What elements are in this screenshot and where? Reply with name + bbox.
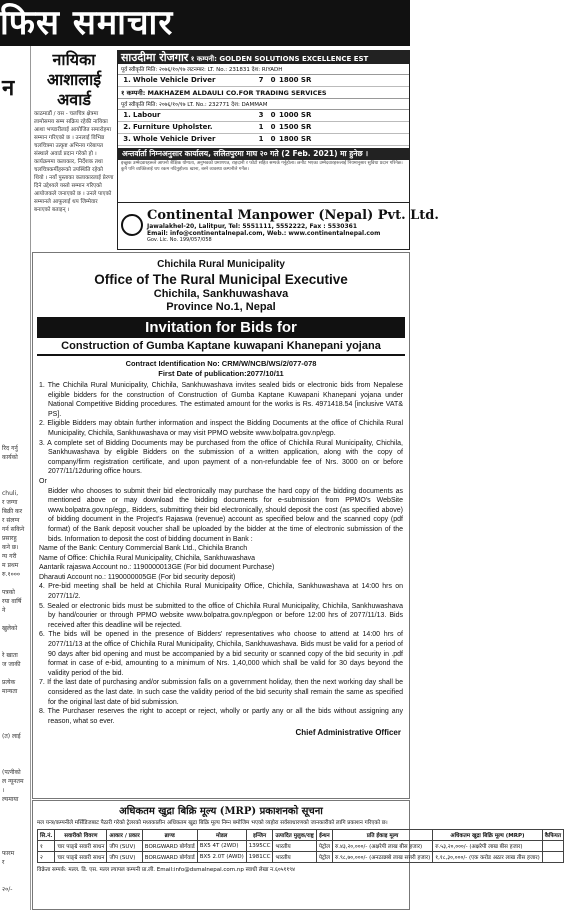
left-column-line: [0, 219, 30, 228]
mrp-cell: २: [38, 852, 55, 863]
mrp-cell: [542, 852, 563, 863]
company2-name: १ कम्पनी: MAKHAZEM ALDAULI CO.FOR TRADING SERVICES: [118, 87, 409, 99]
left-column-line: प्रसारहु: [2, 535, 17, 542]
left-column-line: [0, 264, 30, 273]
job-row: [118, 122, 409, 134]
job-m: 1: [258, 123, 264, 131]
mrp-header-cell: प्रति ईकाइ मूल्य: [332, 830, 432, 841]
mrp-header-cell: कैफियत: [542, 830, 563, 841]
company2-rows: [118, 110, 409, 146]
left-column-line: रिद गर्नु: [2, 445, 18, 452]
left-column-line: [0, 381, 30, 390]
left-column-line: [0, 876, 30, 885]
mrp-table-row: [38, 841, 564, 852]
left-column-line: [0, 273, 30, 282]
tender-place-1: Chichila, Sankhuwashava: [153, 288, 289, 300]
tender-para-3b: Bidder who chooses to submit their bid electronically may purchase the hard copy of the bidding documents as mentioned above or may download the bidding documents for e-submission from PPMO's WebSite www.bolpatra.gov.np/egp,. Bidders, submitting their bid electronically, should deposit the cost (as specified above) of bidding document in the Project's Rajaswa (revenue) account as specified below and the scanned copy (pdf format) of the Bank deposit voucher shall be uploaded by the bidder at the time of electronic submission of the bids. Information to deposit the cost of bidding document in Bank :: [48, 487, 403, 543]
left-column-line: [0, 813, 30, 822]
left-column-line: [0, 840, 30, 849]
mrp-header-cell: सि.नं.: [38, 830, 55, 841]
mrp-cell: जीप (SUV): [107, 852, 142, 863]
jobs-ad: [117, 50, 439, 250]
job-f: 0: [270, 111, 276, 119]
left-column-line: (पत्नीको: [2, 769, 21, 776]
left-big-letter: न: [2, 75, 15, 101]
left-column-line: [0, 462, 30, 471]
mrp-header-cell: ईन्धन: [316, 830, 332, 841]
jobs-ad-title: साउदीमा रोजगार: [121, 51, 189, 64]
left-column-fragment: [0, 46, 31, 910]
tender-or: Or: [39, 477, 47, 485]
left-column-line: ने: [2, 607, 6, 614]
left-column-line: रु.१०००: [2, 571, 20, 578]
left-column-line: [0, 741, 30, 750]
mrp-cell: रु.४३,२०,०००/- (अक्षरेपी लाख बीस हजार): [332, 841, 432, 852]
agency-email: Email: info@continentalnepal.com, Web.: www.continentalnepal.com: [147, 229, 381, 237]
mrp-cell: [542, 841, 563, 852]
tender-para-1: 1. The Chichila Rural Municipality, Chichila, Sankhuwashava invites sealed bids or electronic bids from Nepalese eligible bidders for the construction of Construction of Gumba Kaptane Kuwapani Khanepani yojana under National Competitive Bidding procedures. The estimated amount for the works is Rs. 4971418.54 [inclusive VAT& PS].: [39, 382, 403, 418]
tender-para-4: 4. Pre-bid meeting shall be held at Chichila Rural Municipality Office, Chichila, Sankhuwashava at 14:00 hrs on 2077/11/2.: [39, 583, 403, 601]
mrp-cell: पेट्रोल: [316, 841, 332, 852]
interview-banner: अन्तर्वार्ता निम्नअनुसार कार्यालय, ललितपुरमा माघ २० गते (2 Feb. 2021) मा हुनेछ ।: [118, 148, 409, 160]
mrp-header-cell: सवारीको विवरण: [55, 830, 107, 841]
left-column-line: [0, 147, 30, 156]
left-column-line: [0, 282, 30, 291]
job-m: 1: [258, 135, 264, 143]
left-column-line: [0, 669, 30, 678]
job-row: [118, 110, 409, 122]
left-column-line: [0, 867, 30, 876]
left-column-line: [0, 831, 30, 840]
agency-address: Jawalakhel-20, Lalitpur, Tel: 5551111, 5552222, Fax : 5530361: [147, 222, 357, 230]
left-column-line: [0, 750, 30, 759]
job-name: Whole Vehicle Driver: [133, 76, 216, 84]
left-column-line: [0, 138, 30, 147]
job-f: 0: [270, 76, 276, 84]
mrp-title: अधिकतम खुद्रा बिक्रि मूल्य (MRP) प्रकाशनको सूचना: [119, 806, 323, 817]
mrp-header-cell: ब्राण्ड: [142, 830, 197, 841]
mrp-header-cell: अधिकतम खुद्रा बिक्रि मूल्य (MRP): [433, 830, 543, 841]
mrp-cell: भारतीय: [273, 852, 316, 863]
tender-bank-office: Name of Office: Chichila Rural Municipality, Chichila, Sankhuwashava: [39, 554, 256, 562]
left-column-line: [0, 471, 30, 480]
mrp-cell: BX5 4T (2WD): [197, 841, 246, 852]
left-column-line: [0, 723, 30, 732]
left-column-line: [0, 804, 30, 813]
left-column-line: chuli,: [2, 490, 19, 497]
left-column-line: [0, 192, 30, 201]
left-column-line: कने छ।: [2, 544, 19, 551]
left-column-line: रे खाता: [2, 652, 18, 659]
left-column-line: ल्यमाया: [2, 796, 19, 803]
company1-meta: पूर्व स्वीकृति मिति: २०७६/१०/१७ लटनम्बर: LT. No.: 231831 देश: RIYADH: [118, 64, 409, 75]
left-column-line: [0, 165, 30, 174]
left-column-line: [0, 336, 30, 345]
job-name: Whole Vehicle Driver: [133, 135, 216, 143]
tender-bank-deposit-account: Dharauti Account no.: 1190000005GE (For bid security deposit): [39, 573, 236, 581]
mrp-cell: १: [38, 841, 55, 852]
left-column-line: [0, 255, 30, 264]
left-column-line: [0, 408, 30, 417]
left-column-line: [0, 399, 30, 408]
job-row: [118, 75, 409, 87]
left-column-line: गर्न सकिने: [2, 526, 25, 533]
article-heading: नायिका आशालाई अवार्ड: [46, 50, 102, 109]
article-text: काठमाडौं / वस - चलचित्र क्षेत्रमा लामोसमय सम्म सक्रिय रहेकी नायिका आशा भण्डारीलाई आयोजित समारोहमा सम्मान गरिएको छ । उनलाई विभिन्न चलचित्रमा उत्कृष्ट अभिनय गरेबापत संस्थाले अवार्ड प्रदान गरेको हो । कार्यक्रममा कलाकार, निर्देशक तथा चलचित्रकर्मीहरूको उपस्थिति रहेको थियो । नयाँ पुस्ताका कलाकारलाई प्रेरणा दिने उद्देश्यले यस्तो सम्मान गरिएको आयोजकले जनाएको छ । उनले पाएको सम्मानले आफूलाई थप जिम्मेवार बनाएको बताइन् ।: [34, 111, 114, 213]
left-column-line: [0, 246, 30, 255]
mrp-cell: चार पाङ्ग्रे सवारी साधन: [55, 852, 107, 863]
mrp-table: [37, 829, 564, 863]
left-column-line: [0, 318, 30, 327]
left-column-line: [0, 327, 30, 336]
mrp-header-cell: आकार / प्रकार: [107, 830, 142, 841]
left-column-line: मान्यता: [2, 688, 18, 695]
tender-signature: Chief Administrative Officer: [295, 728, 401, 738]
mrp-table-row: [38, 852, 564, 863]
mrp-cell: 1395CC: [246, 841, 273, 852]
left-column-line: बिक्री कर: [2, 508, 23, 515]
mrp-cell: रु.५३,२०,०००/- (अक्षरेपी लाख बीस हजार): [433, 841, 543, 852]
agency-name: Continental Manpower (Nepal) Pvt. Ltd.: [147, 207, 439, 223]
left-column-line: [0, 705, 30, 714]
left-column-line: फारम: [2, 850, 15, 857]
left-column-line: [0, 345, 30, 354]
left-column-line: [0, 309, 30, 318]
mrp-cell: जीप (SUV): [107, 841, 142, 852]
tender-bank-name: Name of the Bank: Century Commercial Bank Ltd., Chichila Branch: [39, 545, 248, 553]
left-column-line: [0, 435, 30, 444]
left-column-line: प्रत्येक: [2, 679, 16, 686]
left-column-line: ज जाकी: [2, 661, 21, 668]
left-column-line: [0, 102, 30, 111]
left-column-line: [0, 237, 30, 246]
tender-para-6: 6. The bids will be opened in the presence of Bidders' representatives who choose to attend at 14:00 hrs of 2077/11/13 at the office of Chichila Rural Municipality, Chichila, Sankhuwashava. Bids must be valid for a period of 90 days after bid opening and must be accompanied by a bid security or scanned copy of the bid security in .pdf format in case of e-bid, amounting to a minimum of Nrs. 1,40,000 which shall be valid for 30 days beyond the validity period of the bid.: [39, 631, 403, 677]
left-column-line: [0, 426, 30, 435]
tender-office: Office of The Rural Municipal Executive: [94, 272, 348, 287]
left-column-line: [0, 579, 30, 588]
left-column-lines: [0, 93, 30, 894]
mrp-cell: BORGWARD बोर्गवार्ड: [142, 841, 197, 852]
left-column-line: [0, 759, 30, 768]
tender-bank-revenue-account: Aantarik rajaswa Account no.: 1190000013GE (For bid document Purchase): [39, 564, 275, 572]
left-column-line: [0, 156, 30, 165]
job-name: Labour: [133, 111, 161, 119]
tender-municipality: Chichila Rural Municipality: [157, 259, 285, 270]
job-no: 1.: [123, 76, 131, 84]
mrp-subtitle: मल यन्त्र/कम्पनीले मर्सिडिजबाट पैठारी गरेको ट्रेलरको मध्यकालीन अधिकतम खुद्रा बिक्रि मूल्य निम्न बमोजिम भएको व्यहोरा सर्वसाधारणको जानकारीको लागि प्रकाशन गरिएको छ।: [37, 820, 388, 826]
left-column-line: रया वार्षि: [2, 598, 22, 605]
tender-invitation-banner: Invitation for Bids for: [37, 317, 405, 338]
agency-logo-icon: [121, 214, 143, 236]
left-column-line: [0, 354, 30, 363]
mrp-header-cell: इन्जिन: [246, 830, 273, 841]
tender-contract-id: Contract Identification No: CRM/W/NCB/WS/2/077-078: [125, 359, 317, 368]
job-salary: 1000 SR: [279, 111, 312, 119]
mrp-cell: भारतीय: [273, 841, 316, 852]
left-column-line: [0, 111, 30, 120]
tender-project-title: Construction of Gumba Kaptane kuwapani Khanepani yojana: [37, 340, 405, 356]
left-column-line: [0, 390, 30, 399]
tender-para-7: 7. If the last date of purchasing and/or submission falls on a government holiday, then the next working day shall be considered as the last date. In such case the validity period of the bid security shall remain the same as specified for the original last date of bid submission.: [39, 679, 403, 706]
mrp-header-cell: उत्पादित मुलुक/राष्ट्र: [273, 830, 316, 841]
article-actress-award: [34, 50, 114, 248]
jobs-fine-print: इच्छुक उम्मेदवारहरूले आफ्नो शैक्षिक योग्यता, अनुभवको प्रमाणपत्र, राहदानी र फोटो सहित सम्पर्क गर्नुहोला। छनौट भएका उम्मेदवारहरूलाई नियमानुसार सुविधा प्रदान गरिनेछ। कुनै पनि व्यक्तिलाई थप रकम नदिनुहोला। खाना, बस्ने व्यवस्था कम्पनीले गर्नेछ।: [121, 161, 403, 172]
job-row: [118, 134, 409, 146]
mrp-cell: चार पाङ्ग्रे सवारी साधन: [55, 841, 107, 852]
left-column-line: [0, 291, 30, 300]
left-column-line: र जग्गा: [2, 499, 18, 506]
masthead-title: फिस समाचार: [0, 3, 174, 43]
mrp-cell: १,१८,३०,०००/- (एक करोड अठार लाख तीस हजार): [433, 852, 543, 863]
tender-para-8: 8. The Purchaser reserves the right to accept or reject, wholly or partly any or all the bids without assigning any reason, what so ever.: [39, 708, 403, 725]
job-m: 7: [258, 76, 264, 84]
jobs-ad-title-bar: [118, 51, 409, 64]
left-column-line: [0, 228, 30, 237]
job-f: 0: [270, 123, 276, 131]
left-column-line: म प्रथम: [2, 562, 19, 569]
tender-body: [33, 378, 409, 726]
job-name: Furniture Upholster.: [133, 123, 213, 131]
tender-place-2: Province No.1, Nepal: [166, 301, 276, 313]
job-no: 2.: [123, 123, 131, 131]
left-column-line: ।: [2, 787, 5, 794]
job-no: 3.: [123, 135, 131, 143]
left-column-line: [0, 210, 30, 219]
job-no: 1.: [123, 111, 131, 119]
agency-block: [118, 202, 439, 247]
tender-first-date: First Date of publication:2077/10/11: [158, 369, 284, 378]
left-column-line: (त) लाई: [2, 733, 21, 740]
left-column-line: [0, 183, 30, 192]
left-column-line: [0, 714, 30, 723]
left-column-line: र: [2, 859, 5, 866]
masthead-band: [0, 0, 410, 46]
mrp-table-header: [38, 830, 564, 841]
job-salary: 1800 SR: [279, 76, 312, 84]
mrp-table-body: [38, 841, 564, 863]
company2-meta: पूर्व स्वीकृति मिति: २०७६/१०/१७ LT. No.: 232771 देश: DAMMAM: [118, 99, 409, 110]
left-column-line: [0, 201, 30, 210]
mrp-cell: 1981CC: [246, 852, 273, 863]
left-column-line: ल न्यूनतम: [2, 778, 24, 785]
left-column-line: [0, 696, 30, 705]
left-column-line: [0, 615, 30, 624]
mrp-notice: [32, 800, 561, 910]
left-column-line: [0, 174, 30, 183]
job-f: 0: [270, 135, 276, 143]
left-column-line: [0, 363, 30, 372]
left-column-line: [0, 372, 30, 381]
job-salary: 1500 SR: [279, 123, 312, 131]
left-column-line: २०/-: [2, 886, 13, 893]
left-column-line: [0, 120, 30, 129]
mrp-header-cell: मोडल: [197, 830, 246, 841]
left-column-line: [0, 129, 30, 138]
left-column-line: र संलग्न: [2, 517, 20, 524]
job-salary: 1800 SR: [279, 135, 312, 143]
left-column-line: [0, 822, 30, 831]
left-column-line: [0, 417, 30, 426]
left-column-line: [0, 633, 30, 642]
left-column-line: ग्य गरी: [2, 553, 17, 560]
mrp-cell: BORGWARD बोर्गवार्ड: [142, 852, 197, 863]
job-m: 3: [258, 111, 264, 119]
left-column-line: [0, 642, 30, 651]
mrp-cell: BX5 2.0T (AWD): [197, 852, 246, 863]
agency-license: Gov. Lic. No. 199/057/058: [147, 236, 212, 243]
tender-para-5: 5. Sealed or electronic bids must be submitted to the office of Chichila Rural Municipality, Chichila, Sankhuwashava by hand/courier or through PPMO website www.bolpatra.gov.np/egpon or before 12:00 hrs of 2077/11/13. Bids received after this deadline will be rejected.: [39, 602, 403, 629]
company1-rows: [118, 75, 409, 87]
company1-name: १ कम्पनी: GOLDEN SOLUTIONS EXCELLENCE EST: [190, 55, 369, 63]
tender-para-3: 3. A complete set of Bidding Documents may be purchased from the office of Chichila Rural Municipality, Chichila, Sankhuwashava by eligible Bidders on the submission of a written application, along with the copy of company/firm registration certificate, and upon payment of a non-refundable fee of Nrs. 3000 on or before 2077/11/12during office hours.: [39, 439, 403, 476]
left-column-line: [0, 300, 30, 309]
tender-para-2: 2. Eligible Bidders may obtain further information and inspect the Bidding Documents at the office of Chichila Rural Municipality, Chichila, Sankhuwashava or may visit PPMO website www.bolpatra.gov.np/egp.: [39, 420, 403, 437]
left-column-line: कार्यको: [2, 454, 18, 461]
mrp-cell: रु.९८,७०,०००/- (अनठान्नब्बे लाख सत्तरी हजार): [332, 852, 432, 863]
left-column-line: पत्रको: [2, 589, 15, 596]
mrp-cell: पेट्रोल: [316, 852, 332, 863]
left-column-line: [0, 480, 30, 489]
mrp-footer: विक्रेता सम्पर्क: मल्ल. डि. एस. मल्ल ल्यापल कम्पनी प्रा.ली. Email:info@dsmalnepal.com.np स्वाधी लेखा न.६०५११९४: [37, 867, 295, 873]
left-column-line: खुलेको: [2, 625, 18, 632]
tender-notice: [32, 252, 410, 799]
